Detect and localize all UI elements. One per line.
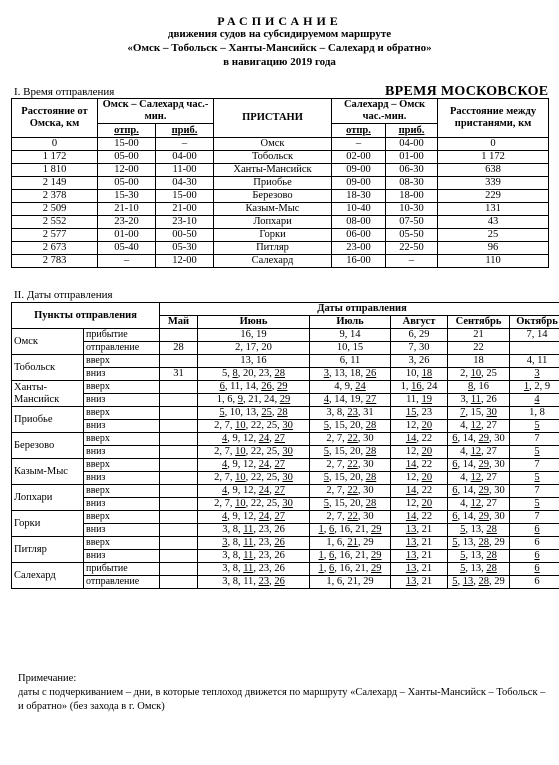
dates-row [12, 563, 559, 576]
time-cell-a2: 22-50 [386, 242, 438, 255]
time-cell-a1: – [156, 138, 214, 151]
date-cell: 3, 8, 11, 23, 26 [198, 537, 310, 550]
direction-label: вниз [84, 524, 160, 537]
section1-label: I. Время отправления [14, 86, 115, 98]
date-cell: 5 [510, 472, 559, 485]
time-cell-d2: 08-00 [332, 216, 386, 229]
time-cell-pier: Казым-Мыс [214, 203, 332, 216]
time-cell-dist: 2 577 [12, 229, 98, 242]
schedule-subtitle: движения судов на субсидируемом маршруте [167, 28, 392, 40]
month-header: Июнь [198, 316, 310, 329]
time-cell-between: 339 [438, 177, 549, 190]
time-cell-d1: 05-00 [98, 177, 156, 190]
dates-row [12, 511, 559, 524]
date-cell: 13, 21 [391, 576, 448, 589]
date-cell: 5, 13, 28 [448, 563, 510, 576]
date-cell: 14, 22 [391, 511, 448, 524]
date-cell [160, 576, 198, 589]
date-cell: 1, 6, 16, 21, 29 [310, 550, 391, 563]
date-cell: 10, 18 [391, 368, 448, 381]
header-dep: отпр. [98, 124, 156, 138]
date-cell: 6, 14, 29, 30 [448, 485, 510, 498]
date-cell: 13, 21 [391, 537, 448, 550]
dates-row [12, 498, 559, 511]
date-cell: 4, 12, 27 [448, 446, 510, 459]
date-cell [160, 381, 198, 394]
time-cell-d1: 15-30 [98, 190, 156, 203]
dates-row [12, 576, 559, 589]
dates-row [12, 394, 559, 407]
date-cell [160, 407, 198, 420]
time-row [12, 255, 549, 268]
time-cell-dist: 2 673 [12, 242, 98, 255]
date-cell: 11, 19 [391, 394, 448, 407]
time-cell-between: 229 [438, 190, 549, 203]
point-name: Казым-Мыс [12, 459, 84, 485]
date-cell: 6, 14, 29, 30 [448, 511, 510, 524]
date-cell: 6 [510, 563, 559, 576]
direction-label: вверх [84, 537, 160, 550]
date-cell [160, 498, 198, 511]
time-cell-between: 96 [438, 242, 549, 255]
date-cell: 5, 15, 20, 28 [310, 446, 391, 459]
date-cell: 4, 9, 12, 24, 27 [198, 433, 310, 446]
time-cell-between: 0 [438, 138, 549, 151]
time-cell-d2: 09-00 [332, 164, 386, 177]
dates-row [12, 524, 559, 537]
time-cell-pier: Березово [214, 190, 332, 203]
header-arr: приб. [386, 124, 438, 138]
time-cell-pier: Лопхари [214, 216, 332, 229]
date-cell: 4, 12, 27 [448, 498, 510, 511]
direction-label: вверх [84, 485, 160, 498]
time-cell-dist: 2 149 [12, 177, 98, 190]
time-cell-pier: Тобольск [214, 151, 332, 164]
time-cell-dist: 0 [12, 138, 98, 151]
time-cell-between: 131 [438, 203, 549, 216]
time-cell-d1: 21-10 [98, 203, 156, 216]
time-cell-a1: 11-00 [156, 164, 214, 177]
direction-label: прибытие [84, 329, 160, 342]
time-cell-dist: 2 552 [12, 216, 98, 229]
schedule-title: РАСПИСАНИЕ [217, 14, 342, 28]
direction-label: вниз [84, 498, 160, 511]
date-cell: 7, 30 [391, 342, 448, 355]
date-cell: 22 [448, 342, 510, 355]
time-cell-d2: 23-00 [332, 242, 386, 255]
date-cell: 21 [448, 329, 510, 342]
date-cell: 5 [510, 498, 559, 511]
date-cell: 3, 8, 11, 23, 26 [198, 550, 310, 563]
date-cell: 5, 13, 28, 29 [448, 576, 510, 589]
date-cell: 2, 7, 10, 22, 25, 30 [198, 498, 310, 511]
date-cell: 4 [510, 394, 559, 407]
time-cell-a2: 07-50 [386, 216, 438, 229]
time-cell-a1: 04-30 [156, 177, 214, 190]
date-cell: 13, 16 [198, 355, 310, 368]
date-cell: 2, 7, 22, 30 [310, 511, 391, 524]
time-cell-d1: – [98, 255, 156, 268]
time-cell-between: 110 [438, 255, 549, 268]
direction-label: вниз [84, 394, 160, 407]
time-row [12, 203, 549, 216]
month-header: Сентябрь [448, 316, 510, 329]
time-cell-dist: 2 783 [12, 255, 98, 268]
date-cell: 4, 12, 27 [448, 472, 510, 485]
time-row [12, 229, 549, 242]
time-row [12, 190, 549, 203]
direction-label: вверх [84, 459, 160, 472]
month-header: Август [391, 316, 448, 329]
time-cell-a1: 04-00 [156, 151, 214, 164]
point-name: Приобье [12, 407, 84, 433]
section2-label: II. Даты отправления [14, 289, 113, 301]
dates-row [12, 381, 559, 394]
date-cell: 15, 23 [391, 407, 448, 420]
dates-row [12, 420, 559, 433]
date-cell: 31 [160, 368, 198, 381]
date-cell: 6 [510, 576, 559, 589]
date-cell: 5, 10, 13, 25, 28 [198, 407, 310, 420]
date-cell: 2, 7, 10, 22, 25, 30 [198, 446, 310, 459]
direction-label: вниз [84, 550, 160, 563]
date-cell: 3, 26 [391, 355, 448, 368]
time-cell-d2: 06-00 [332, 229, 386, 242]
date-cell [160, 446, 198, 459]
date-cell [160, 472, 198, 485]
point-name: Березово [12, 433, 84, 459]
date-cell: 4, 9, 12, 24, 27 [198, 485, 310, 498]
time-cell-d1: 12-00 [98, 164, 156, 177]
date-cell: 8, 16 [448, 381, 510, 394]
time-cell-d1: 23-20 [98, 216, 156, 229]
direction-label: вверх [84, 355, 160, 368]
date-cell [160, 537, 198, 550]
date-cell: 5 [510, 446, 559, 459]
time-cell-d1: 15-00 [98, 138, 156, 151]
date-cell [510, 342, 559, 355]
date-cell [160, 550, 198, 563]
date-cell [160, 433, 198, 446]
point-name: Лопхари [12, 485, 84, 511]
time-cell-between: 1 172 [438, 151, 549, 164]
dates-row [12, 368, 559, 381]
date-cell: 2, 10, 25 [448, 368, 510, 381]
date-cell: 9, 14 [310, 329, 391, 342]
date-cell: 5, 15, 20, 28 [310, 498, 391, 511]
time-cell-d2: 16-00 [332, 255, 386, 268]
time-cell-pier: Горки [214, 229, 332, 242]
date-cell: 4, 11 [510, 355, 559, 368]
date-cell: 6, 14, 29, 30 [448, 433, 510, 446]
dates-row [12, 537, 559, 550]
time-cell-a1: 00-50 [156, 229, 214, 242]
date-cell: 2, 7, 22, 30 [310, 485, 391, 498]
direction-label: отправление [84, 576, 160, 589]
time-cell-a1: 23-10 [156, 216, 214, 229]
date-cell: 14, 22 [391, 485, 448, 498]
date-cell: 18 [448, 355, 510, 368]
time-cell-d2: 10-40 [332, 203, 386, 216]
dates-row [12, 355, 559, 368]
date-cell: 6, 29 [391, 329, 448, 342]
date-cell [160, 485, 198, 498]
direction-label: вверх [84, 407, 160, 420]
time-cell-d1: 01-00 [98, 229, 156, 242]
time-row [12, 138, 549, 151]
time-row [12, 242, 549, 255]
date-cell: 3, 8, 11, 23, 26 [198, 576, 310, 589]
time-cell-dist: 2 378 [12, 190, 98, 203]
time-cell-pier: Салехард [214, 255, 332, 268]
date-cell: 5 [510, 420, 559, 433]
point-name: Тобольск [12, 355, 84, 381]
date-cell: 2, 7, 10, 22, 25, 30 [198, 420, 310, 433]
header-distance-between: Расстояние между пристанями, км [438, 99, 549, 138]
date-cell [160, 394, 198, 407]
dates-row [12, 433, 559, 446]
date-cell: 5, 13, 28 [448, 550, 510, 563]
time-cell-pier: Омск [214, 138, 332, 151]
time-cell-a2: 10-30 [386, 203, 438, 216]
dates-row [12, 446, 559, 459]
header-distance-omsk: Расстояние от Омска, км [12, 99, 98, 138]
date-cell: 5, 13, 28 [448, 524, 510, 537]
date-cell: 1, 8 [510, 407, 559, 420]
time-cell-a2: – [386, 255, 438, 268]
direction-label: вниз [84, 368, 160, 381]
date-cell: 5, 13, 28, 29 [448, 537, 510, 550]
point-name: Салехард [12, 563, 84, 589]
header-piers: ПРИСТАНИ [214, 99, 332, 138]
date-cell: 1, 6, 16, 21, 29 [310, 524, 391, 537]
header-omsk-salekhard: Омск – Салехард час.-мин. [98, 99, 214, 124]
direction-label: вниз [84, 472, 160, 485]
header-dates: Даты отправления [160, 303, 559, 316]
direction-label: вверх [84, 381, 160, 394]
time-cell-dist: 1 810 [12, 164, 98, 177]
date-cell [160, 420, 198, 433]
date-cell: 7, 15, 30 [448, 407, 510, 420]
time-cell-a1: 05-30 [156, 242, 214, 255]
time-cell-a2: 06-30 [386, 164, 438, 177]
date-cell: 1, 6, 16, 21, 29 [310, 563, 391, 576]
date-cell: 13, 21 [391, 524, 448, 537]
dates-row [12, 459, 559, 472]
date-cell: 7 [510, 459, 559, 472]
direction-label: прибытие [84, 563, 160, 576]
time-row [12, 216, 549, 229]
date-cell: 13, 21 [391, 550, 448, 563]
time-cell-d2: 09-00 [332, 177, 386, 190]
departure-time-table [11, 98, 549, 268]
time-cell-d1: 05-40 [98, 242, 156, 255]
date-cell: 12, 20 [391, 498, 448, 511]
time-cell-dist: 2 509 [12, 203, 98, 216]
date-cell: 14, 22 [391, 433, 448, 446]
time-cell-a2: 04-00 [386, 138, 438, 151]
date-cell: 3, 8, 11, 23, 26 [198, 563, 310, 576]
month-header: Октябрь [510, 316, 559, 329]
header-dep: отпр. [332, 124, 386, 138]
time-cell-a1: 15-00 [156, 190, 214, 203]
point-name: Омск [12, 329, 84, 355]
date-cell: 6, 14, 29, 30 [448, 459, 510, 472]
time-cell-a2: 18-00 [386, 190, 438, 203]
time-cell-a2: 01-00 [386, 151, 438, 164]
date-cell: 4, 14, 19, 27 [310, 394, 391, 407]
date-cell: 6 [510, 524, 559, 537]
date-cell: 1, 2, 9 [510, 381, 559, 394]
date-cell: 28 [160, 342, 198, 355]
date-cell: 16, 19 [198, 329, 310, 342]
time-cell-d1: 05-00 [98, 151, 156, 164]
date-cell: 2, 7, 22, 30 [310, 433, 391, 446]
date-cell: 12, 20 [391, 446, 448, 459]
time-row [12, 177, 549, 190]
date-cell: 4, 9, 12, 24, 27 [198, 511, 310, 524]
time-cell-a1: 12-00 [156, 255, 214, 268]
dates-row [12, 407, 559, 420]
date-cell: 3, 8, 11, 23, 26 [198, 524, 310, 537]
date-cell [160, 355, 198, 368]
date-cell: 12, 20 [391, 472, 448, 485]
date-cell: 7, 14 [510, 329, 559, 342]
date-cell: 6, 11 [310, 355, 391, 368]
time-cell-d2: 18-30 [332, 190, 386, 203]
date-cell: 2, 7, 10, 22, 25, 30 [198, 472, 310, 485]
date-cell: 5, 15, 20, 28 [310, 472, 391, 485]
date-cell: 3 [510, 368, 559, 381]
date-cell: 13, 21 [391, 563, 448, 576]
route-name: «Омск – Тобольск – Ханты-Мансийск – Салехард и обратно» [127, 42, 432, 54]
date-cell [160, 329, 198, 342]
header-salekhard-omsk: Салехард – Омск час.-мин. [332, 99, 438, 124]
date-cell: 7 [510, 485, 559, 498]
date-cell: 1, 6, 21, 29 [310, 576, 391, 589]
header-arr: приб. [156, 124, 214, 138]
date-cell: 5, 8, 20, 23, 28 [198, 368, 310, 381]
dates-row [12, 485, 559, 498]
month-header: Июль [310, 316, 391, 329]
time-cell-d2: 02-00 [332, 151, 386, 164]
date-cell: 4, 9, 12, 24, 27 [198, 459, 310, 472]
date-cell: 6, 11, 14, 26, 29 [198, 381, 310, 394]
date-cell: 1, 6, 21, 29 [310, 537, 391, 550]
date-cell: 4, 9, 24 [310, 381, 391, 394]
date-cell: 3, 11, 26 [448, 394, 510, 407]
time-cell-a2: 08-30 [386, 177, 438, 190]
moscow-time-label: ВРЕМЯ МОСКОВСКОЕ [385, 84, 549, 99]
time-cell-d2: – [332, 138, 386, 151]
date-cell [160, 563, 198, 576]
point-name: Горки [12, 511, 84, 537]
date-cell: 6 [510, 537, 559, 550]
time-cell-a2: 05-50 [386, 229, 438, 242]
date-cell: 14, 22 [391, 459, 448, 472]
date-cell: 5, 15, 20, 28 [310, 420, 391, 433]
time-row [12, 164, 549, 177]
date-cell: 7 [510, 433, 559, 446]
date-cell: 3, 13, 18, 26 [310, 368, 391, 381]
point-name: Ханты- Мансийск [12, 381, 84, 407]
date-cell: 2, 7, 22, 30 [310, 459, 391, 472]
direction-label: вниз [84, 446, 160, 459]
time-cell-pier: Приобье [214, 177, 332, 190]
date-cell: 12, 20 [391, 420, 448, 433]
dates-row [12, 550, 559, 563]
time-cell-a1: 21-00 [156, 203, 214, 216]
dates-row [12, 472, 559, 485]
departure-dates-table [11, 302, 559, 589]
date-cell: 6 [510, 550, 559, 563]
date-cell: 1, 16, 24 [391, 381, 448, 394]
dates-row [12, 329, 559, 342]
date-cell: 7 [510, 511, 559, 524]
direction-label: вниз [84, 420, 160, 433]
direction-label: вверх [84, 511, 160, 524]
date-cell: 4, 12, 27 [448, 420, 510, 433]
month-header: Май [160, 316, 198, 329]
dates-row [12, 342, 559, 355]
point-name: Питляр [12, 537, 84, 563]
note [18, 672, 548, 714]
date-cell [160, 524, 198, 537]
time-cell-between: 638 [438, 164, 549, 177]
header-points: Пункты отправления [12, 303, 160, 329]
date-cell: 2, 17, 20 [198, 342, 310, 355]
date-cell [160, 511, 198, 524]
date-cell: 3, 8, 23, 31 [310, 407, 391, 420]
direction-label: вверх [84, 433, 160, 446]
time-cell-between: 43 [438, 216, 549, 229]
date-cell: 10, 15 [310, 342, 391, 355]
time-cell-between: 25 [438, 229, 549, 242]
direction-label: отправление [84, 342, 160, 355]
time-cell-pier: Ханты-Мансийск [214, 164, 332, 177]
date-cell [160, 459, 198, 472]
time-cell-pier: Питляр [214, 242, 332, 255]
navigation-year: в навигацию 2019 года [223, 56, 336, 68]
date-cell: 1, 6, 9, 21, 24, 29 [198, 394, 310, 407]
note-title: Примечание: [18, 673, 77, 684]
time-row [12, 151, 549, 164]
time-cell-dist: 1 172 [12, 151, 98, 164]
note-text: даты с подчеркиванием – дни, в которые теплоход движется по маршруту «Салехард – Ханты-Мансийск – Тобольск – и обратно» (без захода в г. Омск) [18, 687, 546, 712]
